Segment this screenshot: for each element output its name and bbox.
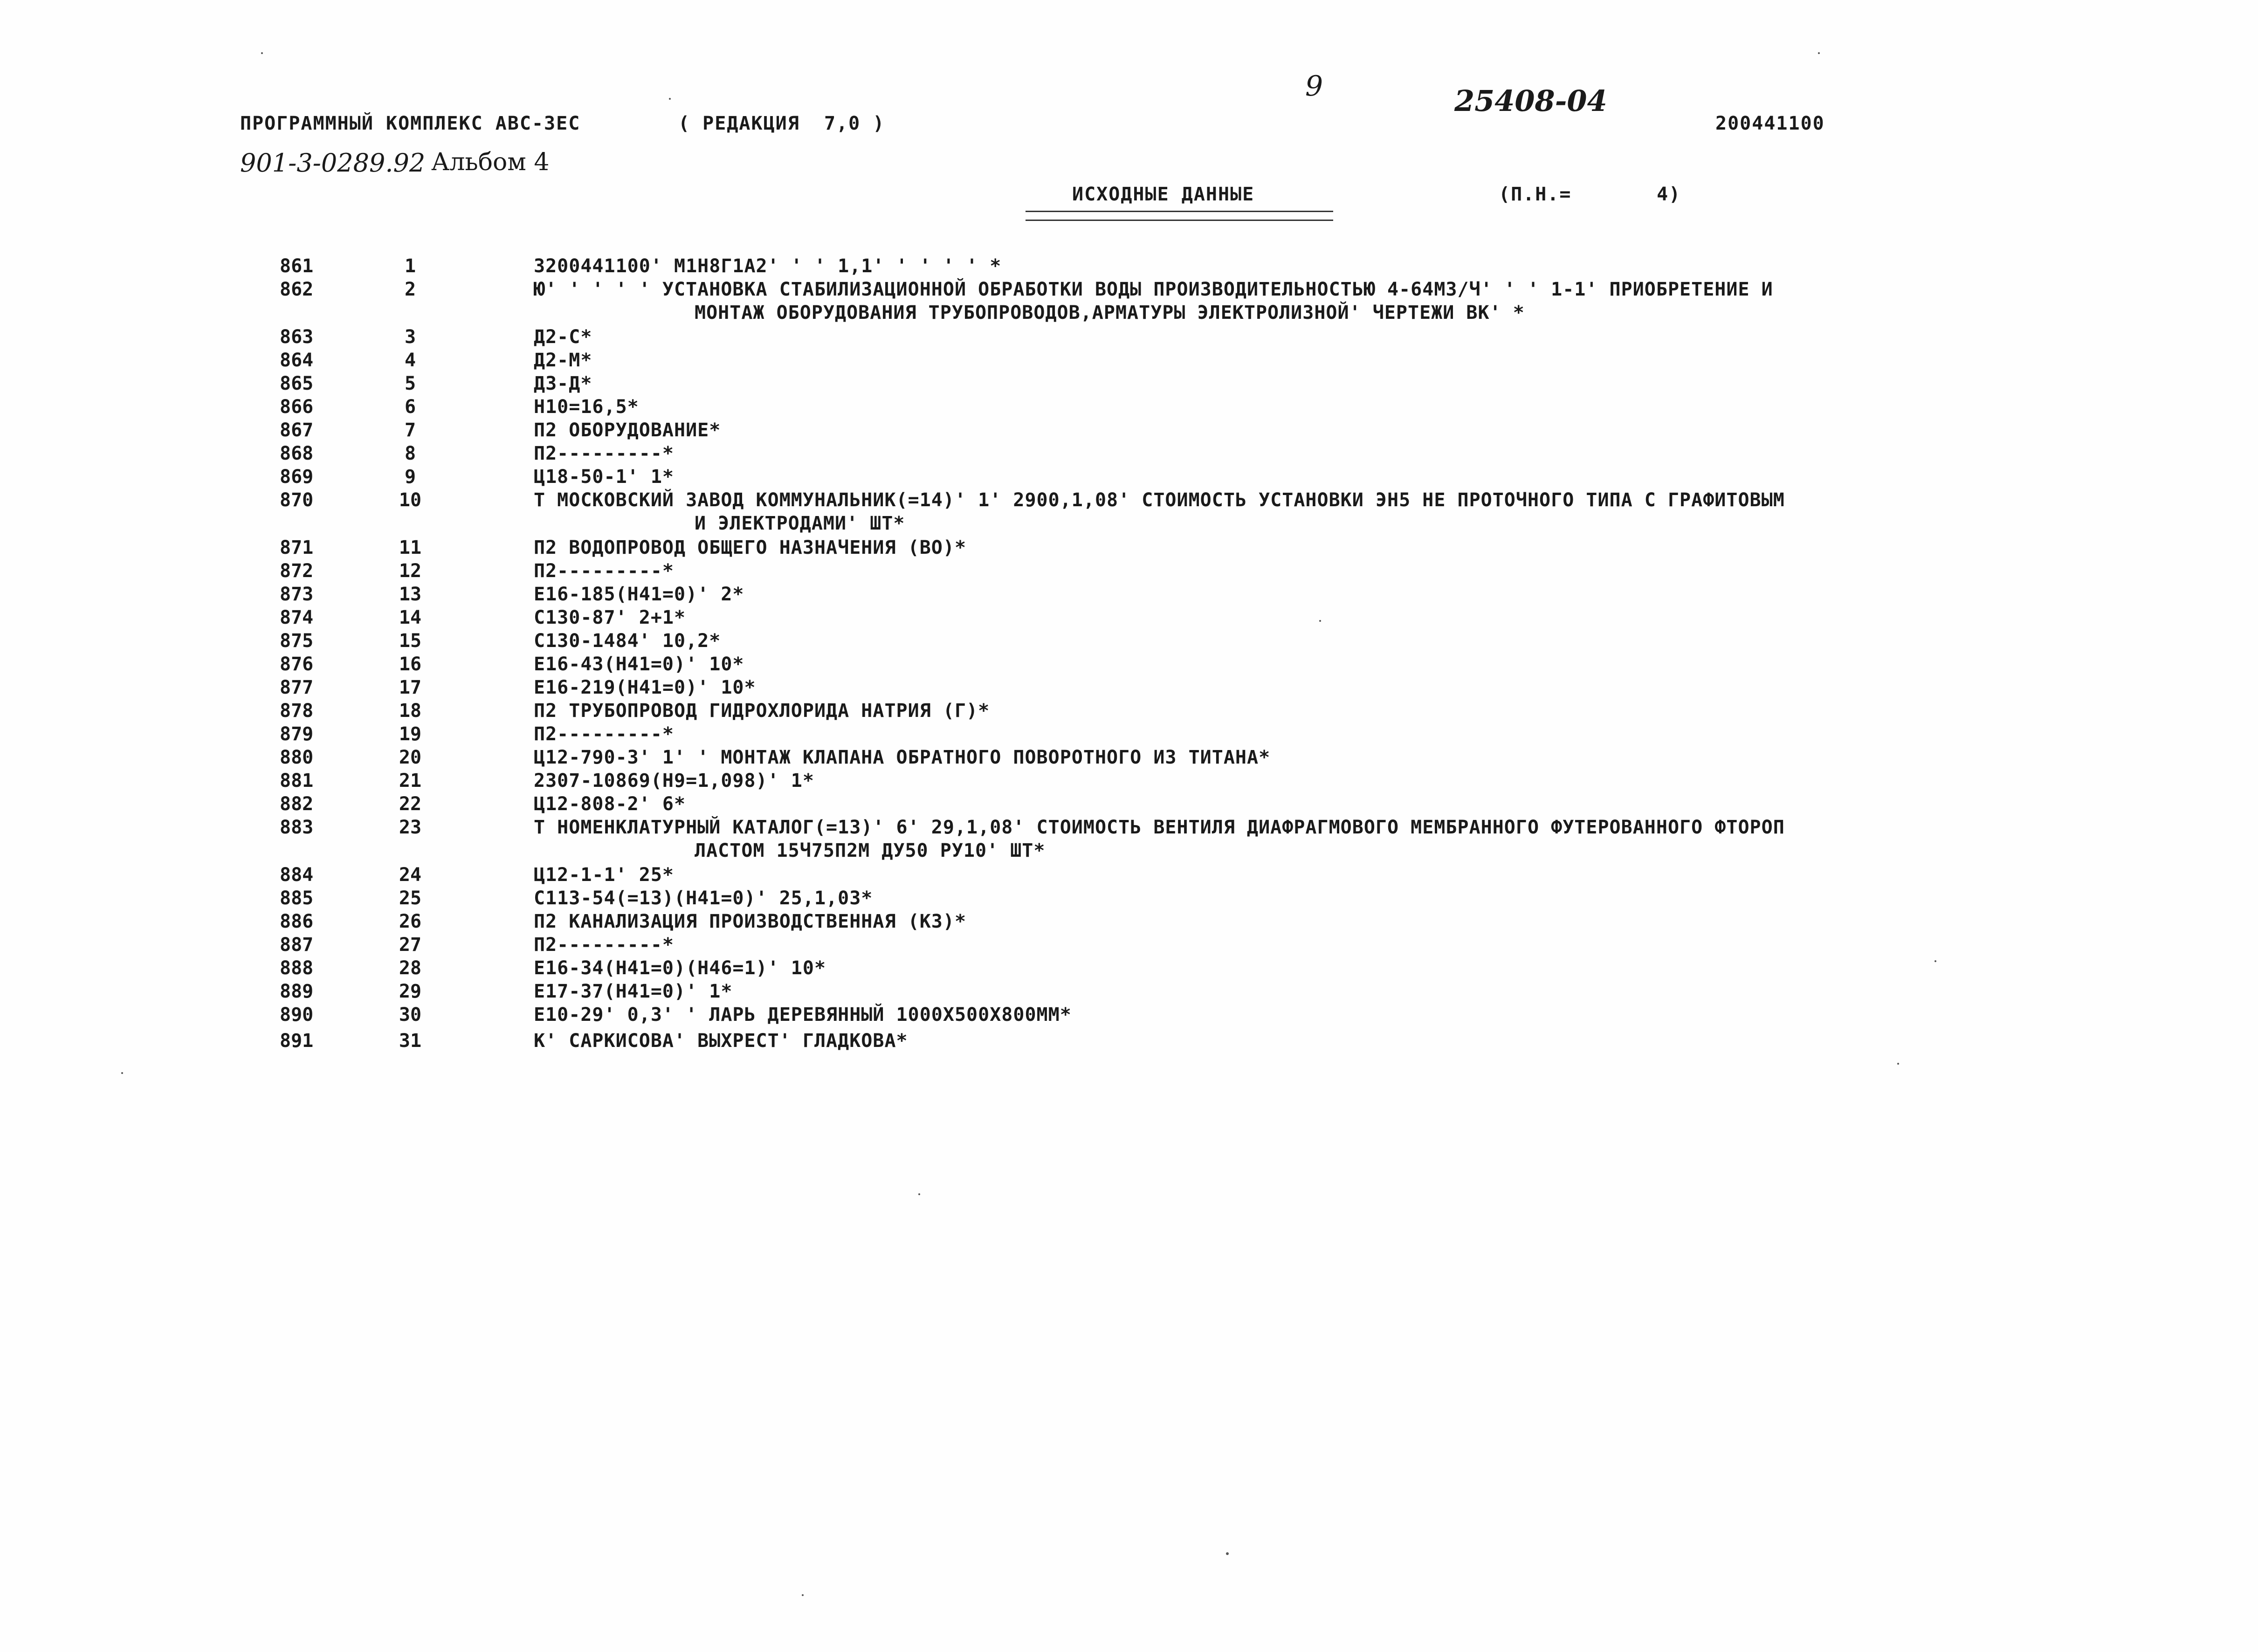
row-line-number: 867 bbox=[280, 420, 314, 441]
row-line-number: 862 bbox=[280, 279, 314, 300]
row-index: 11 bbox=[399, 537, 422, 558]
row-text: Е16-219(Н41=0)' 10* bbox=[534, 677, 756, 698]
row-line-number: 876 bbox=[280, 654, 314, 675]
row-index: 21 bbox=[399, 770, 422, 792]
scan-speck bbox=[121, 1072, 123, 1074]
row-text: П2 ВОДОПРОВОД ОБЩЕГО НАЗНАЧЕНИЯ (ВО)* bbox=[534, 537, 967, 558]
scan-speck bbox=[918, 1193, 920, 1195]
row-text: Н10=16,5* bbox=[534, 396, 639, 418]
row-index: 19 bbox=[399, 723, 422, 745]
row-line-number: 890 bbox=[280, 1004, 314, 1026]
row-index: 10 bbox=[399, 489, 422, 511]
row-index: 6 bbox=[404, 396, 416, 418]
row-text-continuation: МОНТАЖ ОБОРУДОВАНИЯ ТРУБОПРОВОДОВ,АРМАТУРЫ ЭЛЕКТРОЛИЗНОЙ' ЧЕРТЕЖИ ВК' * bbox=[695, 302, 1525, 324]
row-line-number: 878 bbox=[280, 700, 314, 722]
row-line-number: 885 bbox=[280, 888, 314, 909]
row-index: 7 bbox=[404, 420, 416, 441]
row-text: Т НОМЕНКЛАТУРНЫЙ КАТАЛОГ(=13)' 6' 29,1,08' СТОИМОСТЬ ВЕНТИЛЯ ДИАФРАГМОВОГО МЕМБРАННОГО ФУТЕРОВАННОГО ФТОРОП bbox=[534, 817, 1785, 838]
row-index: 4 bbox=[404, 350, 416, 371]
row-text: П2 ОБОРУДОВАНИЕ* bbox=[534, 420, 721, 441]
row-index: 1 bbox=[404, 255, 416, 277]
row-line-number: 863 bbox=[280, 326, 314, 348]
page-number: 9 bbox=[1305, 70, 1323, 103]
row-line-number: 886 bbox=[280, 911, 314, 932]
section-title: ИСХОДНЫЕ ДАННЫЕ bbox=[1072, 184, 1255, 205]
row-index: 16 bbox=[399, 654, 422, 675]
row-line-number: 881 bbox=[280, 770, 314, 792]
row-line-number: 861 bbox=[280, 255, 314, 277]
title-underline bbox=[1026, 211, 1333, 221]
row-index: 28 bbox=[399, 957, 422, 979]
row-index: 25 bbox=[399, 888, 422, 909]
row-text-continuation: ЛАСТОМ 15Ч75П2М ДУ50 РУ10' ШТ* bbox=[695, 840, 1046, 861]
row-line-number: 883 bbox=[280, 817, 314, 838]
row-line-number: 875 bbox=[280, 630, 314, 652]
row-index: 29 bbox=[399, 981, 422, 1002]
row-index: 18 bbox=[399, 700, 422, 722]
row-text: П2---------* bbox=[534, 443, 674, 464]
row-text: П2---------* bbox=[534, 934, 674, 956]
row-index: 17 bbox=[399, 677, 422, 698]
row-text: ДЗ-Д* bbox=[534, 373, 592, 394]
row-line-number: 864 bbox=[280, 350, 314, 371]
row-line-number: 888 bbox=[280, 957, 314, 979]
row-index: 12 bbox=[399, 560, 422, 582]
row-text: 3200441100' M1H8Г1A2' ' ' 1,1' ' ' ' ' * bbox=[534, 255, 1002, 277]
row-text: С113-54(=13)(Н41=0)' 25,1,03* bbox=[534, 888, 873, 909]
row-line-number: 870 bbox=[280, 489, 314, 511]
row-index: 15 bbox=[399, 630, 422, 652]
document-number: 25408-04 bbox=[1454, 84, 1607, 118]
row-text: Ц12-790-3' 1' ' МОНТАЖ КЛАПАНА ОБРАТНОГО ПОВОРОТНОГО ИЗ ТИТАНА* bbox=[534, 747, 1271, 768]
row-index: 14 bbox=[399, 607, 422, 628]
row-index: 24 bbox=[399, 864, 422, 886]
row-line-number: 891 bbox=[280, 1030, 314, 1052]
row-line-number: 880 bbox=[280, 747, 314, 768]
row-text: Ц18-50-1' 1* bbox=[534, 466, 674, 488]
row-index: 26 bbox=[399, 911, 422, 932]
row-line-number: 874 bbox=[280, 607, 314, 628]
row-line-number: 889 bbox=[280, 981, 314, 1002]
scan-speck bbox=[1897, 1063, 1899, 1065]
document-code: 200441100 bbox=[1715, 113, 1825, 134]
row-text: К' САРКИСОВА' ВЫХРЕСТ' ГЛАДКОВА* bbox=[534, 1030, 908, 1052]
scan-speck bbox=[261, 52, 263, 54]
row-text: Д2-М* bbox=[534, 350, 592, 371]
row-index: 5 bbox=[404, 373, 416, 394]
row-text: Е16-43(Н41=0)' 10* bbox=[534, 654, 744, 675]
row-text: Т МОСКОВСКИЙ ЗАВОД КОММУНАЛЬНИК(=14)' 1' 2900,1,08' СТОИМОСТЬ УСТАНОВКИ ЭН5 НЕ ПРОТОЧНОГО ТИПА С ГРАФИТОВЫМ bbox=[534, 489, 1785, 511]
row-index: 2 bbox=[404, 279, 416, 300]
edition-label: ( РЕДАКЦИЯ 7,0 ) bbox=[678, 113, 885, 134]
row-text: Д2-С* bbox=[534, 326, 592, 348]
row-text: П2---------* bbox=[534, 560, 674, 582]
section-params: (П.Н.= 4) bbox=[1499, 184, 1681, 205]
row-text: Ю' ' ' ' ' УСТАНОВКА СТАБИЛИЗАЦИОННОЙ ОБРАБОТКИ ВОДЫ ПРОИЗВОДИТЕЛЬНОСТЬЮ 4-64МЗ/Ч' ' ' 1-1' ПРИОБРЕТЕНИЕ И bbox=[534, 279, 1773, 300]
row-text: С130-1484' 10,2* bbox=[534, 630, 721, 652]
row-line-number: 873 bbox=[280, 584, 314, 605]
scan-speck bbox=[1934, 960, 1936, 962]
row-line-number: 872 bbox=[280, 560, 314, 582]
row-text: Е10-29' 0,3' ' ЛАРЬ ДЕРЕВЯННЫЙ 1000Х500Х800ММ* bbox=[534, 1004, 1072, 1026]
scan-speck bbox=[1226, 1552, 1229, 1555]
row-index: 20 bbox=[399, 747, 422, 768]
row-text: С130-87' 2+1* bbox=[534, 607, 686, 628]
row-text: 2307-10869(Н9=1,098)' 1* bbox=[534, 770, 814, 792]
row-index: 23 bbox=[399, 817, 422, 838]
scan-speck bbox=[669, 98, 671, 100]
row-index: 27 bbox=[399, 934, 422, 956]
project-number: 901-3-0289.92 bbox=[240, 148, 426, 178]
row-line-number: 871 bbox=[280, 537, 314, 558]
row-line-number: 884 bbox=[280, 864, 314, 886]
row-text: П2 КАНАЛИЗАЦИЯ ПРОИЗВОДСТВЕННАЯ (К3)* bbox=[534, 911, 967, 932]
row-line-number: 866 bbox=[280, 396, 314, 418]
row-line-number: 877 bbox=[280, 677, 314, 698]
row-text: П2---------* bbox=[534, 723, 674, 745]
row-text: Е16-185(Н41=0)' 2* bbox=[534, 584, 744, 605]
scan-speck bbox=[1319, 620, 1321, 622]
scan-speck bbox=[1818, 52, 1820, 54]
scan-speck bbox=[802, 1594, 804, 1596]
row-index: 8 bbox=[404, 443, 416, 464]
row-index: 22 bbox=[399, 793, 422, 815]
row-text: Ц12-808-2' 6* bbox=[534, 793, 686, 815]
row-index: 9 bbox=[404, 466, 416, 488]
row-index: 3 bbox=[404, 326, 416, 348]
row-text: П2 ТРУБОПРОВОД ГИДРОХЛОРИДА НАТРИЯ (Г)* bbox=[534, 700, 990, 722]
row-line-number: 869 bbox=[280, 466, 314, 488]
row-index: 31 bbox=[399, 1030, 422, 1052]
row-line-number: 887 bbox=[280, 934, 314, 956]
row-index: 13 bbox=[399, 584, 422, 605]
album-label: Альбом 4 bbox=[431, 148, 550, 176]
row-line-number: 868 bbox=[280, 443, 314, 464]
row-text: Е17-37(Н41=0)' 1* bbox=[534, 981, 733, 1002]
row-text: Ц12-1-1' 25* bbox=[534, 864, 674, 886]
row-text: Е16-34(Н41=0)(Н46=1)' 10* bbox=[534, 957, 826, 979]
program-title: ПРОГРАММНЫЙ КОМПЛЕКС АВС-ЗЕС bbox=[240, 113, 581, 134]
row-line-number: 882 bbox=[280, 793, 314, 815]
row-index: 30 bbox=[399, 1004, 422, 1026]
row-line-number: 879 bbox=[280, 723, 314, 745]
row-text-continuation: И ЭЛЕКТРОДАМИ' ШТ* bbox=[695, 513, 905, 534]
row-line-number: 865 bbox=[280, 373, 314, 394]
